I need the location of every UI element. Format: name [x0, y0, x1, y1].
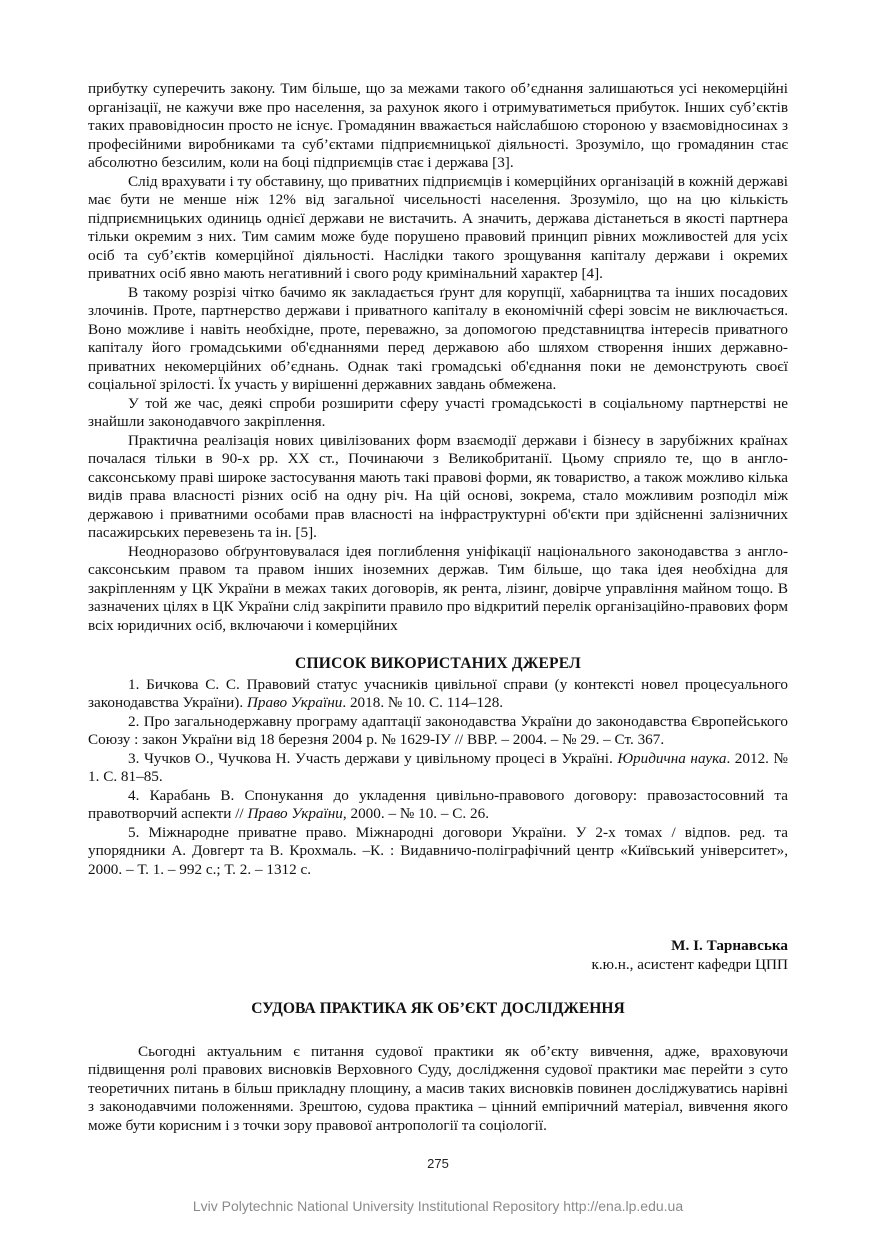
references-heading: СПИСОК ВИКОРИСТАНИХ ДЖЕРЕЛ — [294, 655, 581, 672]
reference-item — [88, 676, 788, 713]
reference-text: 3. Чучков О., Чучкова Н. Участь держави у цивільному процесі в Україні. — [128, 749, 618, 767]
reference-item — [88, 824, 788, 880]
repository-footer: Lviv Polytechnic National University Institutional Repository http://ena.lp.edu.ua — [192, 1198, 684, 1214]
reference-journal: Право України — [246, 694, 343, 711]
reference-item — [88, 750, 788, 787]
reference-text: , 2000. – № 10. – С. 26. — [342, 805, 489, 822]
author-block — [88, 937, 788, 974]
author-position: к.ю.н., асистент кафедри ЦПП — [591, 955, 788, 973]
body-paragraph: Практична реалізація нових цивілізованих форм взаємодії держави і бізнесу в зарубіжних країнах почалася тільки в 90-х рр. XX ст., Починаючи з Великобританії. Цьому сприяло те, що в англо-саксонському праві широке застосування мають такі правові форми, як товариство, а також можливо кілька видів права власності різних осіб на одну річ. На цій основі, зокрема, стало можливим розподіл між державою і приватними особами прав власності на інфраструктурні об'єкти при здійсненні залізничних пасажирських перевезень та ін. [5]. — [88, 431, 788, 541]
reference-journal: Юридична наука — [617, 749, 727, 767]
reference-text: . 2012. № 1. С. 81–85. — [88, 749, 788, 785]
reference-item — [88, 713, 788, 750]
body-paragraph: Слід врахувати і ту обставину, що приватних підприємців і комерційних організацій в кожній державі має бути не менше ніж 12% від загальної чисельності населення. Зрозуміло, що на цю кількість підприємницьких одиниць однієї держави не вистачить. А значить, держава дістанеться в якості партнера тільки окремим з них. Тим самим може буде порушено правовий принцип рівних можливостей для усіх осіб та суб’єктів комерційної діяльності. Наслідки такого зрощування капіталу держави і окремих приватних осіб явно мають негативний і свого роду кримінальний характер [4]. — [88, 172, 788, 282]
reference-text: 4. Карабань В. Спонукання до укладення цивільно-правового договору: правозастосовний та правотворчий аспекти // — [88, 786, 788, 822]
author-name: М. І. Тарнавська — [671, 937, 788, 954]
section-paragraph: Сьогодні актуальним є питання судової практики як об’єкту вивчення, адже, враховуючи підвищення ролі правових висновків Верховного Суду, дослідження судової практики має перейти з суто теоретичних питань в більш прикладну площину, а масив таких висновків повинен досліджуватись нарівні з законодавчими положеннями. Зрештою, судова практика – цінний емпіричний матеріал, вивчення якого може бути корисним і з точки зору правової антропології та соціології. — [88, 1042, 788, 1134]
reference-text: . 2018. № 10. С. 114–128. — [342, 694, 504, 711]
body-paragraph: прибутку суперечить закону. Тим більше, що за межами такого об’єднання залишаються усі некомерційні організації, не кажучи вже про населення, за рахунок якого і отримуватиметься прибуток. Інших суб’єктів таких правовідносин просто не існує. Громадянин вважається найслабшою стороною у взаємовідносинах з професійними виробниками та суб’єктами підприємницької діяльності. Зрозуміло, що громадянин стає абсолютно безсилим, коли на боці підприємців стає і держава [3]. — [88, 80, 788, 171]
body-paragraph: Неодноразово обґрунтовувалася ідея поглиблення уніфікації національного законодавства з англо-саксонським правом та правом інших іноземних держав. Тим більше, що така ідея необхідна для закріпленням у ЦК України в межах таких договорів, як рента, лізинг, довірче управління майном тощо. В зазначених цілях в ЦК України слід закріпити правило про відкритий перелік організаційно-правових форм всіх юридичних осіб, включаючи і комерційних — [88, 542, 788, 634]
body-paragraph: В такому розрізі чітко бачимо як закладається ґрунт для корупції, хабарництва та інших посадових злочинів. Проте, партнерство держави і приватного капіталу в економічній сфері зовсім не виключається. Воно можливе і навіть необхідне, проте, переважно, за допомогою представництва інтересів приватного капіталу його громадськими об'єднаннями перед державою або шляхом створення інших державно-приватних некомерційних об’єднань. Однак такі громадські об'єднання поки не демонструють своєї соціальної зрілості. Їх участь у вирішенні державних завдань обмежена. — [88, 283, 788, 393]
section-title: СУДОВА ПРАКТИКА ЯК ОБ’ЄКТ ДОСЛІДЖЕННЯ — [251, 1000, 625, 1017]
reference-text: 5. Міжнародне приватне право. Міжнародні договори України. У 2-х томах / відпов. ред. та упорядники А. Довгерт та В. Крохмаль. –К. : Видавничо-поліграфічний центр «Київський університет», 2000. – Т. 1. – 992 с.; Т. 2. – 1312 с. — [88, 823, 788, 878]
reference-text: 2. Про загальнодержавну програму адаптації законодавства України до законодавства Європейського Союзу : закон України від 18 березня 2004 р. № 1629-IУ // ВВР. – 2004. – № 29. – Ст. 367. — [88, 712, 788, 748]
reference-text: 1. Бичкова С. С. Правовий статус учасників цивільної справи (у контексті новел процесуального законодавства України). — [88, 675, 788, 711]
body-paragraph: У той же час, деякі спроби розширити сферу участі громадськості в соціальному партнерстві не знайшли законодавчого закріплення. — [88, 394, 788, 430]
reference-item — [88, 787, 788, 824]
page-number: 275 — [427, 1156, 449, 1171]
document-page — [88, 80, 788, 1135]
reference-journal: Право України — [247, 805, 343, 822]
